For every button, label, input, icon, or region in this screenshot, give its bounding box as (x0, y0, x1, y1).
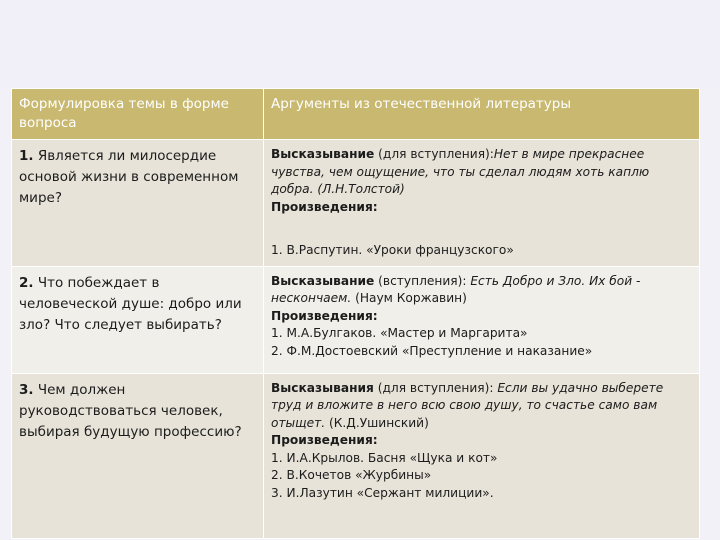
slide-title-area (0, 0, 720, 88)
work-item: 3. И.Лазутин «Сержант милиции». (271, 485, 494, 500)
quote-note: (для вступления): (374, 147, 494, 161)
works-label: Произведения: (271, 308, 378, 323)
question-number: 1. (19, 148, 34, 164)
quote-note: (для вступления): (373, 380, 498, 395)
arguments-cell (264, 373, 700, 538)
question-cell (12, 140, 264, 267)
table-row (12, 373, 700, 538)
quote-label: Высказывания (271, 380, 374, 395)
question-text: Является ли милосердие основой жизни в современном мире? (19, 148, 239, 206)
question-number: 2. (19, 274, 34, 291)
arguments-cell (264, 266, 700, 373)
table-row (12, 266, 700, 373)
quote-note: (вступления): (374, 273, 471, 288)
work-item: 2. Ф.М.Достоевский «Преступление и наказание» (271, 343, 593, 358)
question-text: Что побеждает в человеческой душе: добро или зло? Что следует выбирать? (19, 274, 242, 333)
table-row (12, 140, 700, 267)
quote-text: Если вы удачно выберете труд и вложите в него всю свою душу, то счастье само вам отыщет. (271, 380, 664, 430)
quote-text: Нет в мире прекраснее чувства, чем ощущение, что ты сделал людям хоть каплю добра. (Л.Н.Толстой) (271, 147, 650, 196)
header-arguments-column: Аргументы из отечественной литературы (264, 89, 700, 140)
quote-label: Высказывание (271, 147, 375, 161)
question-text: Чем должен руководствоваться человек, выбирая будущую профессию? (19, 381, 242, 440)
table-header-row (12, 89, 700, 140)
quote-author: (Наум Коржавин) (351, 291, 467, 305)
question-cell (12, 266, 264, 373)
header-question-column: Формулировка темы в форме вопроса (12, 89, 264, 140)
work-item: 1. В.Распутин. «Уроки французского» (271, 243, 514, 257)
question-cell (12, 373, 264, 538)
works-label: Произведения: (271, 199, 378, 214)
work-item: 1. И.А.Крылов. Басня «Щука и кот» (271, 450, 498, 465)
arguments-table (11, 88, 700, 539)
quote-author: (К.Д.Ушинский) (325, 415, 429, 430)
work-item: 2. В.Кочетов «Журбины» (271, 468, 432, 482)
arguments-cell (264, 140, 700, 267)
quote-text: Есть Добро и Зло. Их бой - нескончаем. (271, 273, 641, 305)
works-label: Произведения: (271, 433, 378, 447)
question-number: 3. (19, 381, 34, 398)
work-item: 1. М.А.Булгаков. «Мастер и Маргарита» (271, 326, 528, 340)
quote-label: Высказывание (271, 273, 375, 288)
